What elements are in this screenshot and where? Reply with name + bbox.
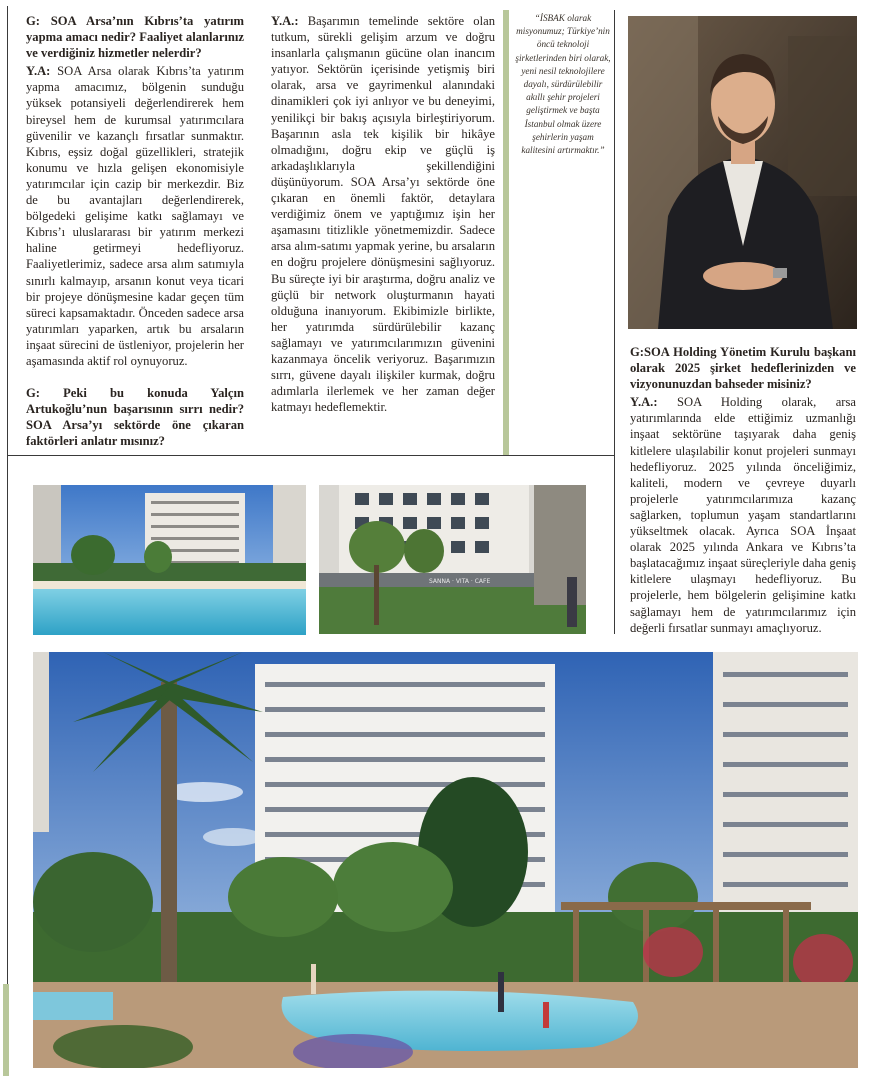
quote-accent-bar (503, 10, 509, 455)
portrait-photo (628, 16, 857, 329)
article-column-4 (630, 344, 856, 636)
answer-1: Y.A: SOA Arsa olarak Kıbrıs’ta yatırım yapma amacımız, bölgenin sunduğu yüksek potansiyeli değerlendirerek hem bireysel hem de kurumsal yatırımcılara güvenilir ve kazançlı fırsatlar sunmaktır. Kıbrıs, eşsiz doğal güzellikleri, stratejik konumu ve hızla gelişen ekonomisiyle yatırımcılar için cazip bir merkezdir. Biz de bu avantajları değerlendirerek, bölgedeki gelişime katkı sağlamayı ve Kıbrıs’ı uluslararası bir yatırım merkezi haline getirmeyi hedefliyoruz. Faaliyetlerimiz, sadece arsa alım satımıyla sınırlı kalmayıp, arsanın konut veya ticari bir projeye dönüşmesine kadar geçen tüm süreci kapsamaktadır. Önceden sadece arsa yatırımları yaparken, artık bu arsaların inşaat sürecini de üstleniyor, projelerin her aşamasında aktif rol oynuyoruz. (26, 64, 244, 368)
article-column-2 (271, 13, 495, 415)
left-vertical-rule (7, 6, 8, 984)
left-accent-bar (3, 984, 9, 1076)
pull-quote: “İSBAK olarak misyonumuz; Türkiye’nin öncü teknoloji şirketlerinden biri olarak, yeni nesil teknolojilere dayalı, sürdürülebilir akıllı şehir projeleri geliştirmek ve başta İstanbul olmak üzere şehirlerin yaşam kalitesini artırmaktır.” (515, 13, 611, 156)
article-column-1 (26, 13, 244, 449)
horizontal-rule (8, 455, 614, 456)
answer-2: Y.A.: Başarımın temelinde sektöre olan tutkum, sürekli gelişim arzum ve doğru insanlarla çalışmanın gücüne olan inancım yatıyor. Sektörün içerisinde yetişmiş biri olarak, arsa ve gayrimenkul alanındaki dinamikleri çok iyi anlıyor ve bu deneyimi, yenilikçi bir bakış açısıyla birleştiriyorum. Başarının asla tek kişilik bir hikâye olmadığını, doğru ekip ve güçlü iş arkadaşlıklarıyla şekillendiğini düşünüyorum. SOA Arsa’yı sektörde öne çıkaran en önemli faktör, detaylara verdiğimiz önem ve yaptığımız işin her aşamasını titizlikle yönetmemizdir. Sadece arsa alım-satımı yapmak yerine, bu arsaların en doğru projelere dönüşmesini sağlıyoruz. Bu süreçte iyi bir araştırma, doğru analiz ve güçlü bir network oluşturmanın hayati olduğuna inanıyorum. Ekibimizle birlikte, her yatırımda sürdürülebilir kazanç sağlamayı ve yatırımcılarımızın güvenini kazanmaya öncelik veriyoruz. Başarımızın sırrı, güvene dayalı ilişkiler kurmak, doğru adımlarla ilerlemek ve her zaman değer katmayı hedeflemektir. (271, 14, 495, 415)
development-photo (33, 652, 858, 1068)
building-sign: SANNA · VITA · CAFE (429, 578, 491, 585)
question-3: G:SOA Holding Yönetim Kurulu başkanı olarak 2025 şirket hedeflerinizden ve vizyonunuzdan bahseder misiniz? (630, 345, 856, 392)
answer-3: Y.A.: SOA Holding olarak, arsa yatırımlarında elde ettiğimiz uzmanlığı inşaat sektörüne taşıyarak daha geniş kitlelere ulaşılabilir konut projeleri sunmayı hedefliyoruz. 2025 yılında önceliğimiz, kaliteli, modern ve çevreye duyarlı projelerle yatırımcılarımıza kazanç sağlarken, toplumun yaşam standartlarını yükseltmek olacak. Ayrıca SOA İnşaat olarak 2025 yılında Ankara ve Kıbrıs’ta başlatacağımız inşaat süreçleriyle daha geniş kitlelere ulaşmayı hedefliyoruz. Bu projelerle, hem bölgelerin gelişimine katkı sağlamayı hem de yatırımcılarımız için değerli fırsatlar sunmayı amaçlıyoruz. (630, 395, 856, 635)
question-2: G: Peki bu konuda Yalçın Artukoğlu’nun başarısının sırrı nedir? SOA Arsa’yı sektörde öne çıkaran faktörleri anlatır mısınız? (26, 386, 244, 449)
building-facade-photo (319, 485, 586, 634)
question-1: G: SOA Arsa’nın Kıbrıs’ta yatırım yapma amacı nedir? Faaliyet alanlarınız ve verdiğiniz hizmetler nelerdir? (26, 14, 244, 61)
right-vertical-rule (614, 10, 615, 634)
pool-photo (33, 485, 306, 635)
